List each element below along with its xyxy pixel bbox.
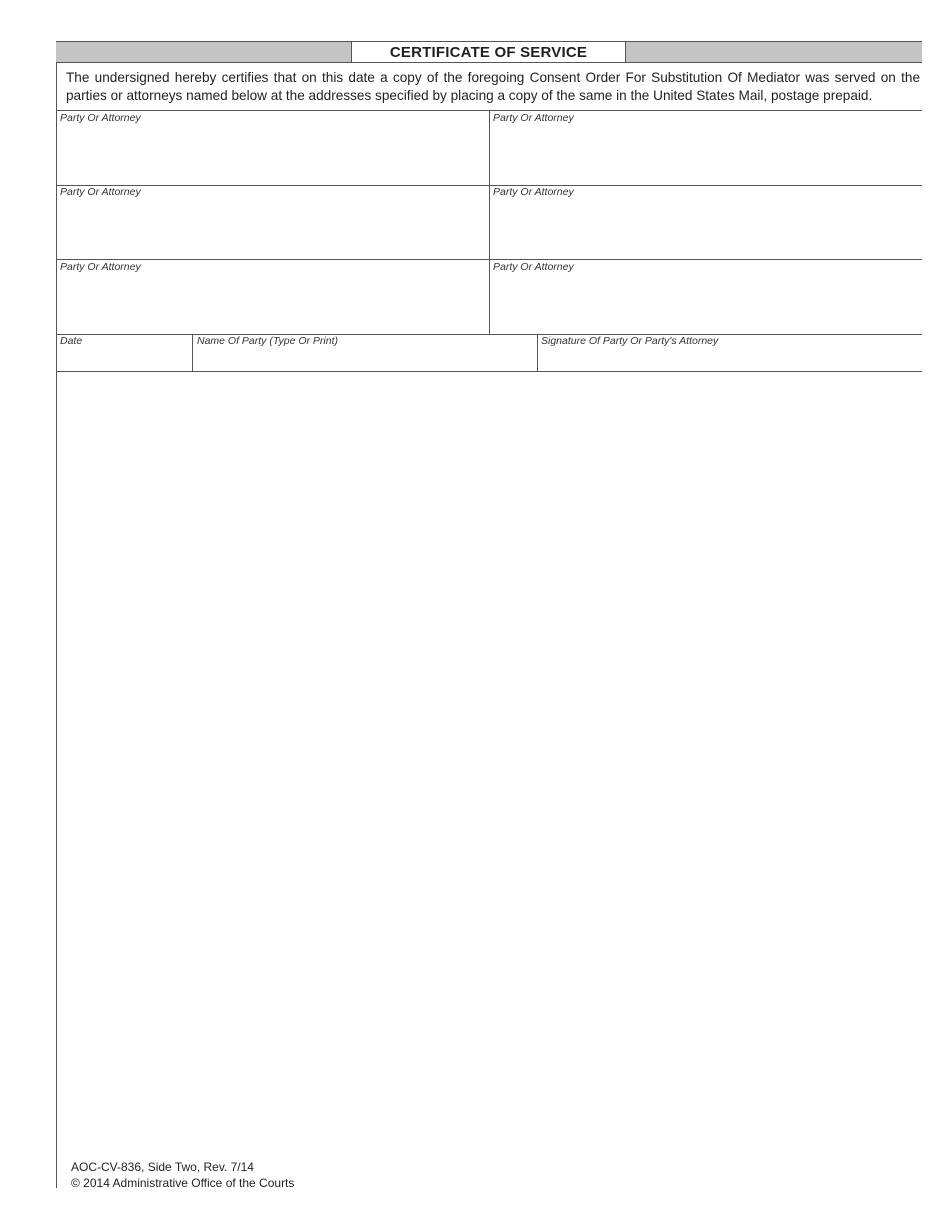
party-field-label: Party Or Attorney [60, 261, 141, 273]
party-field-label: Party Or Attorney [493, 261, 574, 273]
form-footer [71, 1160, 294, 1191]
form-header-bar [56, 41, 922, 63]
party-name-field[interactable] [193, 335, 537, 371]
signature-label: Signature Of Party Or Party's Attorney [541, 335, 719, 347]
party-field-1[interactable] [57, 111, 489, 185]
date-label: Date [60, 335, 83, 347]
header-shade-left [56, 42, 352, 62]
party-field-label: Party Or Attorney [493, 186, 574, 198]
party-field-5[interactable] [57, 260, 489, 334]
certification-statement: The undersigned hereby certifies that on this date a copy of the foregoing Consent Order For Substitution Of Mediator was served on the parties or attorneys named below at the addresses specified by placing a copy of the same in the United States Mail, postage prepaid. [66, 70, 920, 103]
divider [56, 371, 922, 372]
copyright-notice: © 2014 Administrative Office of the Courts [71, 1175, 295, 1190]
party-field-label: Party Or Attorney [60, 186, 141, 198]
form-title: CERTIFICATE OF SERVICE [389, 43, 588, 61]
party-field-4[interactable] [490, 186, 922, 259]
party-name-label: Name Of Party (Type Or Print) [197, 335, 338, 347]
party-field-3[interactable] [57, 186, 489, 259]
party-field-label: Party Or Attorney [60, 112, 141, 124]
party-field-label: Party Or Attorney [493, 112, 574, 124]
header-shade-right [625, 42, 922, 62]
date-field[interactable] [57, 335, 192, 371]
form-number: AOC-CV-836, Side Two, Rev. 7/14 [71, 1160, 254, 1174]
party-field-2[interactable] [490, 111, 922, 185]
signature-field[interactable] [538, 335, 922, 371]
party-field-6[interactable] [490, 260, 922, 334]
